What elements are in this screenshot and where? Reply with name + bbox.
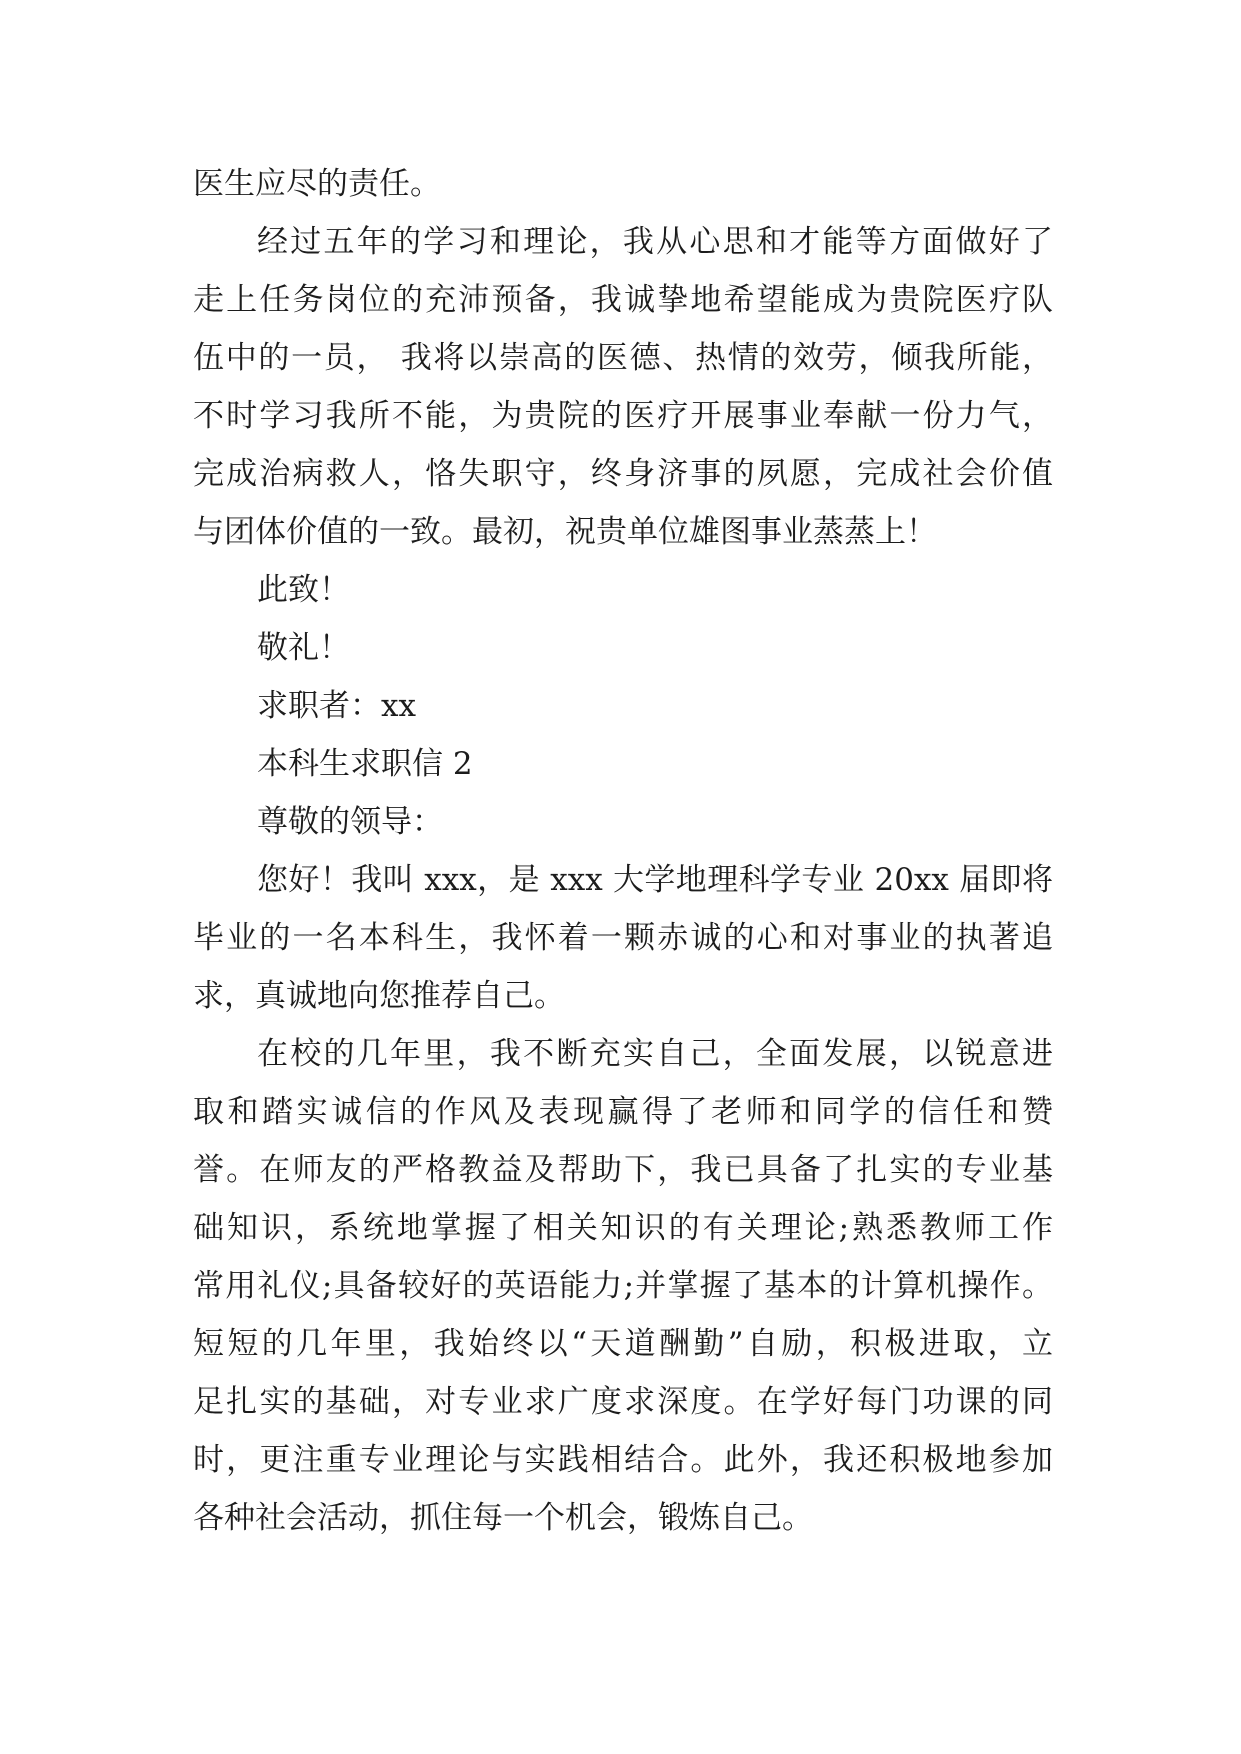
text-line: 您好！我叫 xxx，是 xxx 大学地理科学专业 20xx 届即将 xyxy=(257,862,1053,898)
section-title: 本科生求职信 2 xyxy=(257,746,473,782)
text-line: 完成治病救人，恪失职守，终身济事的夙愿，完成社会价值 xyxy=(193,456,1053,492)
greeting-line: 尊敬的领导： xyxy=(257,804,443,840)
text-line: 毕业的一名本科生，我怀着一颗赤诚的心和对事业的执著追 xyxy=(193,920,1053,956)
text-line: 取和踏实诚信的作风及表现赢得了老师和同学的信任和赞 xyxy=(193,1094,1053,1130)
text-line: 础知识，系统地掌握了相关知识的有关理论;熟悉教师工作 xyxy=(193,1210,1053,1246)
text-line: 足扎实的基础，对专业求广度求深度。在学好每门功课的同 xyxy=(193,1384,1053,1420)
text-line: 求，真诚地向您推荐自己。 xyxy=(193,978,565,1014)
closing-line: 此致！ xyxy=(257,572,350,608)
text-line: 医生应尽的责任。 xyxy=(193,166,441,202)
text-line: 走上任务岗位的充沛预备，我诚挚地希望能成为贵院医疗队 xyxy=(193,282,1053,318)
text-line: 时，更注重专业理论与实践相结合。此外，我还积极地参加 xyxy=(193,1442,1053,1478)
text-line: 与团体价值的一致。最初，祝贵单位雄图事业蒸蒸上！ xyxy=(193,514,937,550)
text-line: 不时学习我所不能，为贵院的医疗开展事业奉献一份力气， xyxy=(193,398,1053,434)
text-line: 誉。在师友的严格教益及帮助下，我已具备了扎实的专业基 xyxy=(193,1152,1053,1188)
text-line: 在校的几年里，我不断充实自己，全面发展，以锐意进 xyxy=(257,1036,1053,1072)
text-line: 经过五年的学习和理论，我从心思和才能等方面做好了 xyxy=(257,224,1053,260)
salutation-line: 敬礼！ xyxy=(257,630,350,666)
text-line: 各种社会活动，抓住每一个机会，锻炼自己。 xyxy=(193,1500,813,1536)
text-line: 短短的几年里，我始终以“天道酬勤”自励，积极进取，立 xyxy=(193,1326,1053,1362)
signature-line: 求职者：xx xyxy=(257,688,416,724)
text-line: 伍中的一员， 我将以崇高的医德、热情的效劳，倾我所能， xyxy=(193,340,1053,376)
text-line: 常用礼仪;具备较好的英语能力;并掌握了基本的计算机操作。 xyxy=(193,1268,1053,1304)
